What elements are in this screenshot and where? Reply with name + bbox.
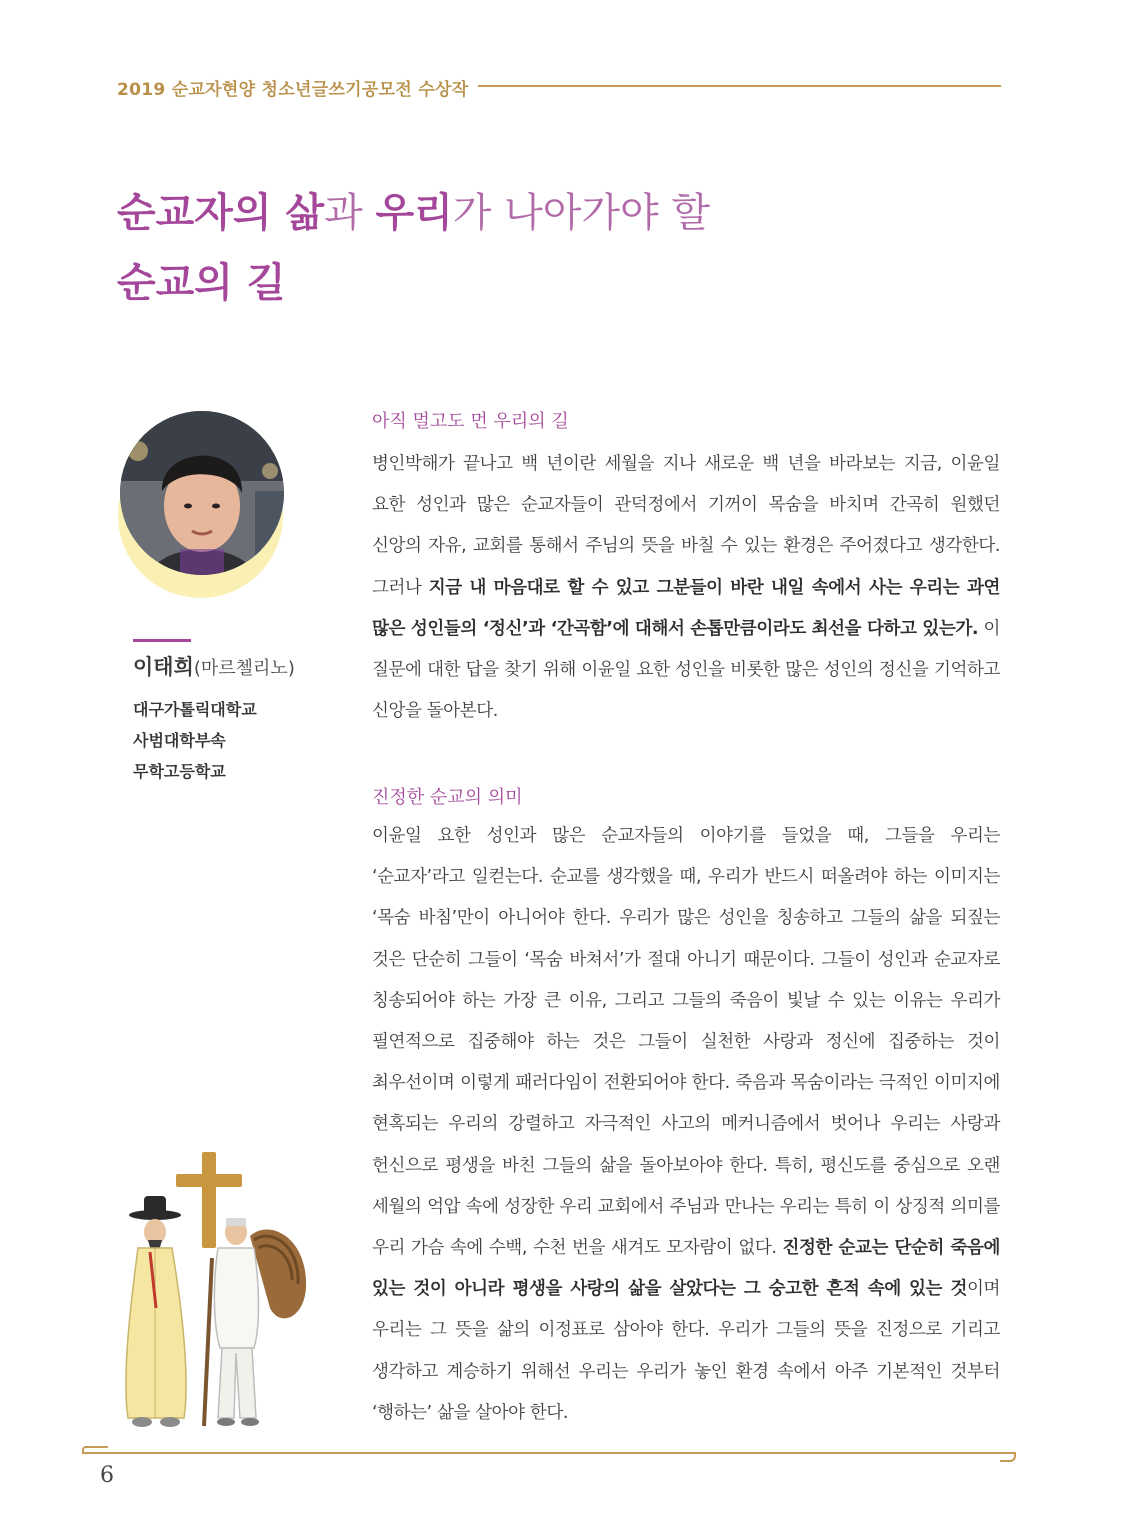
author-name bbox=[133, 651, 295, 681]
page-number: 6 bbox=[100, 1463, 114, 1488]
section-heading: 아직 멀고도 먼 우리의 길 bbox=[372, 411, 569, 432]
title-part: 가 나아가야 할 bbox=[452, 190, 711, 236]
paragraph-text: 이윤일 요한 성인과 많은 순교자들의 이야기를 들었을 때, 그들을 우리는 ‘순교자’라고 일컫는다. 순교를 생각했을 때, 우리가 반드시 떠올려야 하는 이미지는 ‘목숨 바침’만이 아니어야 한다. 우리가 많은 성인을 칭송하고 그들의 삶을 되짚는 것은 단순히 그들이 ‘목숨 바쳐서’가 절대 아니기 때문이다. 그들이 성인과 순교자로 칭송되어야 하는 가장 큰 이유, 그리고 그들의 죽음이 빛날 수 있는 이유는 우리가 필연적으로 집중해야 하는 것은 그들이 실천한 사랑과 정신에 집중하는 것이 최우선이며 이렇게 패러다임이 전환되어야 한다. 죽음과 목숨이라는 극적인 이미지에 현혹되는 우리의 강렬하고 자극적인 사고의 메커니즘에서 벗어나 우리는 사랑과 헌신으로 평생을 바친 그들의 삶을 돌아보아야 한다. 특히, 평신도를 중심으로 오랜 세월의 억압 속에 성장한 우리 교회에서 주님과 만나는 우리는 특히 이 상징적 의미를 우리 가슴 속에 수백, 수천 번을 새겨도 모자람이 없다. bbox=[372, 826, 1000, 1259]
author-school-line: 사범대학부속 bbox=[133, 731, 226, 750]
title-line-1 bbox=[117, 178, 1017, 248]
figure-right bbox=[204, 1218, 306, 1426]
author-name-text: 이태희 bbox=[133, 655, 194, 679]
title-part: 과 bbox=[324, 190, 376, 236]
title-part: 우리 bbox=[375, 190, 453, 236]
paragraph-emphasis: 진정한 순교는 단순히 죽음에 있는 것이 아니라 평생을 사랑의 삶을 살았다는 그 숭고한 흔적 속에 있는 것 bbox=[372, 1238, 1000, 1300]
paragraph-text: 이며 우리는 그 뜻을 삶의 이정표로 삼아야 한다. 우리가 그들의 뜻을 진정으로 기리고 생각하고 계승하기 위해선 우리는 우리가 놓인 환경 속에서 아주 기본적인 것부터 ‘행하는’ 삶을 살아야 한다. bbox=[372, 1279, 1000, 1423]
section-paragraph bbox=[372, 444, 1000, 732]
author-rule bbox=[133, 639, 191, 642]
paragraph-text: 이 질문에 대한 답을 찾기 위해 이윤일 요한 성인을 비롯한 많은 성인의 정신을 기억하고 신앙을 돌아본다. bbox=[372, 618, 1000, 722]
author-baptismal-name: (마르첼리노) bbox=[193, 658, 295, 679]
author-photo-area bbox=[118, 411, 288, 596]
article-title bbox=[117, 178, 1017, 318]
author-photo bbox=[120, 411, 284, 575]
figure-left bbox=[126, 1196, 186, 1427]
martyrs-illustration bbox=[120, 1148, 310, 1438]
section-paragraph bbox=[372, 816, 1000, 1434]
header-label: 2019 순교자현양 청소년글쓰기공모전 수상작 bbox=[117, 80, 469, 100]
author-school-line: 무학고등학교 bbox=[133, 762, 226, 781]
paragraph-text: 병인박해가 끝나고 백 년이란 세월을 지나 새로운 백 년을 바라보는 지금, 이윤일 요한 성인과 많은 순교자들이 관덕정에서 기꺼이 목숨을 바치며 간곡히 원했던 신앙의 자유, 교회를 통해서 주님의 뜻을 바칠 수 있는 환경은 주어졌다고 생각한다. 그러나 bbox=[372, 454, 1000, 598]
header-rule bbox=[478, 85, 1001, 87]
footer-ornament-right bbox=[1000, 1452, 1016, 1462]
footer-rule bbox=[82, 1452, 1015, 1454]
portrait-image bbox=[120, 411, 284, 575]
author-school bbox=[133, 694, 257, 787]
title-line-2: 순교의 길 bbox=[117, 260, 286, 306]
paragraph-emphasis: 지금 내 마음대로 할 수 있고 그분들이 바란 내일 속에서 사는 우리는 과연 많은 성인들의 ‘정신’과 ‘간곡함’에 대해서 손톱만큼이라도 최선을 다하고 있는가. bbox=[372, 577, 1000, 639]
title-part: 순교자의 삶 bbox=[117, 190, 325, 236]
section-heading: 진정한 순교의 의미 bbox=[372, 787, 523, 808]
author-school-line: 대구가톨릭대학교 bbox=[133, 700, 257, 719]
